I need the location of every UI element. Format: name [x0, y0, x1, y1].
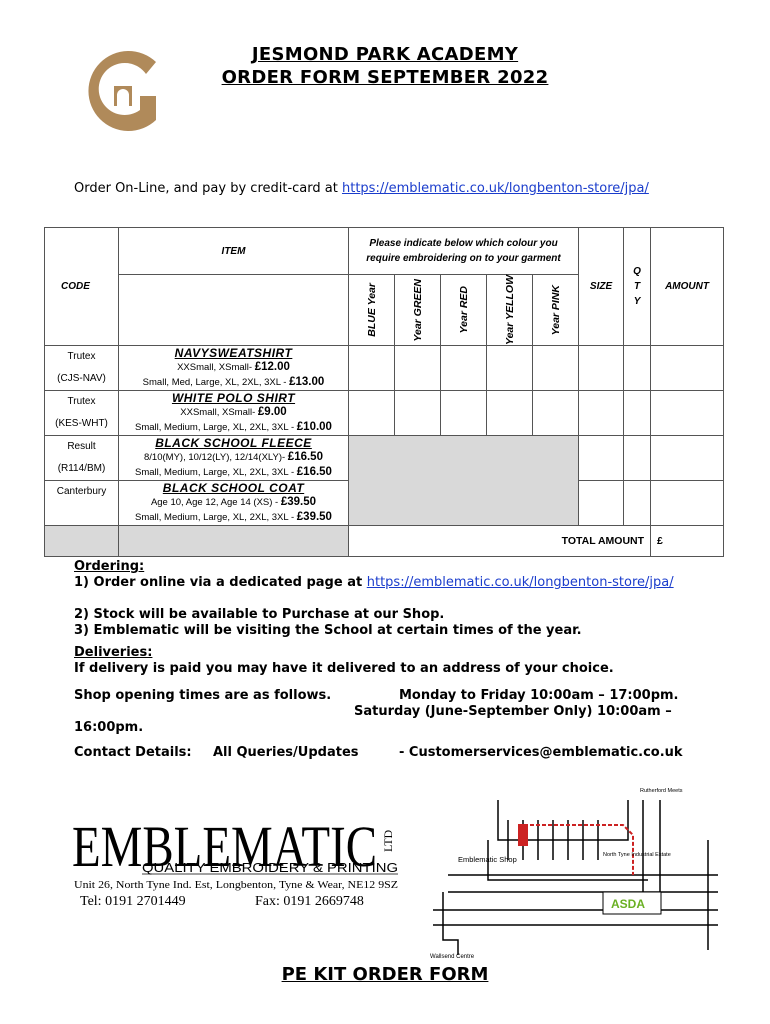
tick-blue[interactable]: [349, 391, 395, 436]
shop-times: Shop opening times are as follows. Monday to Friday 10:00am – 17:00pm. Saturday (June-September Only) 10:00am – 16:00pm.: [74, 688, 679, 735]
emblematic-tel: Tel: 0191 2701449: [80, 894, 186, 909]
map-top-label: Rutherford Meets: [640, 788, 683, 794]
total-blank: [119, 526, 349, 557]
colour-col-green: Year GREEN: [395, 275, 441, 346]
colour-instruction: Please indicate below which colour you require embroidering on to your garment: [349, 228, 579, 275]
amount-field[interactable]: [651, 436, 724, 481]
deliveries-section: Deliveries: If delivery is paid you may have it delivered to an address of your choice.: [74, 645, 614, 676]
map-wallsend-label: Wallsend Centre: [430, 954, 475, 960]
emblematic-tagline: QUALITY EMBROIDERY & PRINTING: [142, 861, 398, 875]
total-blank: [45, 526, 119, 557]
tick-red[interactable]: [441, 391, 487, 436]
amount-header: AMOUNT: [651, 228, 724, 346]
order-link[interactable]: https://emblematic.co.uk/longbenton-store/jpa/: [366, 575, 674, 590]
pe-kit-title: PE KIT ORDER FORM: [281, 964, 489, 985]
emblematic-logo: [70, 810, 410, 910]
location-map: [428, 780, 740, 962]
total-amount-field[interactable]: £: [650, 526, 723, 556]
qty-header: Q T Y: [624, 228, 651, 346]
row-code: Result (R114/BM): [45, 436, 119, 481]
order-table: [44, 227, 724, 557]
map-asda-label: ASDA: [611, 897, 646, 911]
emblematic-address: Unit 26, North Tyne Ind. Est, Longbenton, Tyne & Wear, NE12 9SZ: [74, 879, 399, 891]
contact-details: Contact Details: All Queries/Updates - Customerservices@emblematic.co.uk: [74, 745, 683, 760]
table-row: [45, 346, 724, 391]
row-code: Trutex (CJS-NAV): [45, 346, 119, 391]
amount-field[interactable]: [651, 391, 724, 436]
ltd-label: LTD: [381, 829, 395, 852]
emblematic-name: EMBLEMATIC: [72, 814, 377, 879]
tick-yellow[interactable]: [487, 346, 533, 391]
tick-yellow[interactable]: [487, 391, 533, 436]
qty-field[interactable]: [624, 481, 651, 526]
tick-pink[interactable]: [533, 346, 579, 391]
row-item: WHITE POLO SHIRT XXSmall, XSmall- £9.00 Small, Medium, Large, XL, 2XL, 3XL - £10.00: [119, 391, 349, 436]
qty-field[interactable]: [624, 436, 651, 481]
tick-blue[interactable]: [349, 346, 395, 391]
map-shop-label: Emblematic Shop: [458, 855, 517, 864]
deliveries-heading: Deliveries:: [74, 645, 153, 660]
size-header: SIZE: [579, 228, 624, 346]
code-header: CODE: [45, 228, 119, 346]
total-label: TOTAL AMOUNT: [561, 535, 645, 548]
table-row: [45, 436, 724, 481]
ordering-section: Ordering: 1) Order online via a dedicated page at https://emblematic.co.uk/longbenton-store/jpa/ 2) Stock will be available to Purchase at our Shop. 3) Emblematic will be visiting the School at certain times of the year.: [74, 559, 674, 638]
amount-field[interactable]: [651, 481, 724, 526]
shop-marker-icon: [518, 824, 528, 846]
row-code: Canterbury: [45, 481, 119, 526]
tick-red[interactable]: [441, 346, 487, 391]
item-header: ITEM: [119, 228, 349, 275]
map-estate-label: North Tyne Industrial Estate: [603, 852, 671, 858]
colour-col-red: Year RED: [441, 275, 487, 346]
tick-green[interactable]: [395, 346, 441, 391]
page-title-form: ORDER FORM SEPTEMBER 2022: [221, 67, 549, 88]
row-item: NAVYSWEATSHIRT XXSmall, XSmall- £12.00 Small, Med, Large, XL, 2XL, 3XL - £13.00: [119, 346, 349, 391]
store-link[interactable]: https://emblematic.co.uk/longbenton-store/jpa/: [341, 181, 649, 196]
qty-field[interactable]: [624, 346, 651, 391]
size-field[interactable]: [579, 481, 624, 526]
colour-col-yellow: Year YELLOW: [487, 275, 533, 346]
table-row: [45, 391, 724, 436]
size-field[interactable]: [579, 436, 624, 481]
size-field[interactable]: [579, 391, 624, 436]
row-item: BLACK SCHOOL FLEECE 8/10(MY), 10/12(LY), 12/14(XLY)- £16.50 Small, Medium, Large, XL, 2XL, 3XL - £16.50: [119, 436, 349, 481]
page-title-school: JESMOND PARK ACADEMY: [251, 44, 519, 65]
colour-col-pink: Year PINK: [533, 275, 579, 346]
total-row: [45, 526, 724, 557]
size-field[interactable]: [579, 346, 624, 391]
item-header-blank: [119, 275, 349, 346]
amount-field[interactable]: [651, 346, 724, 391]
tick-pink[interactable]: [533, 391, 579, 436]
no-embroidery-shaded: [349, 436, 579, 526]
intro-text: Order On-Line, and pay by credit-card at https://emblematic.co.uk/longbenton-store/jpa/: [74, 181, 649, 196]
ordering-heading: Ordering:: [74, 559, 145, 574]
row-code: Trutex (KES-WHT): [45, 391, 119, 436]
qty-field[interactable]: [624, 391, 651, 436]
colour-col-blue: BLUE Year: [349, 275, 395, 346]
tick-green[interactable]: [395, 391, 441, 436]
school-logo: [78, 40, 168, 140]
row-item: BLACK SCHOOL COAT Age 10, Age 12, Age 14 (XS) - £39.50 Small, Medium, Large, XL, 2XL, 3XL - £39.50: [119, 481, 349, 526]
emblematic-fax: Fax: 0191 2669748: [255, 894, 364, 909]
